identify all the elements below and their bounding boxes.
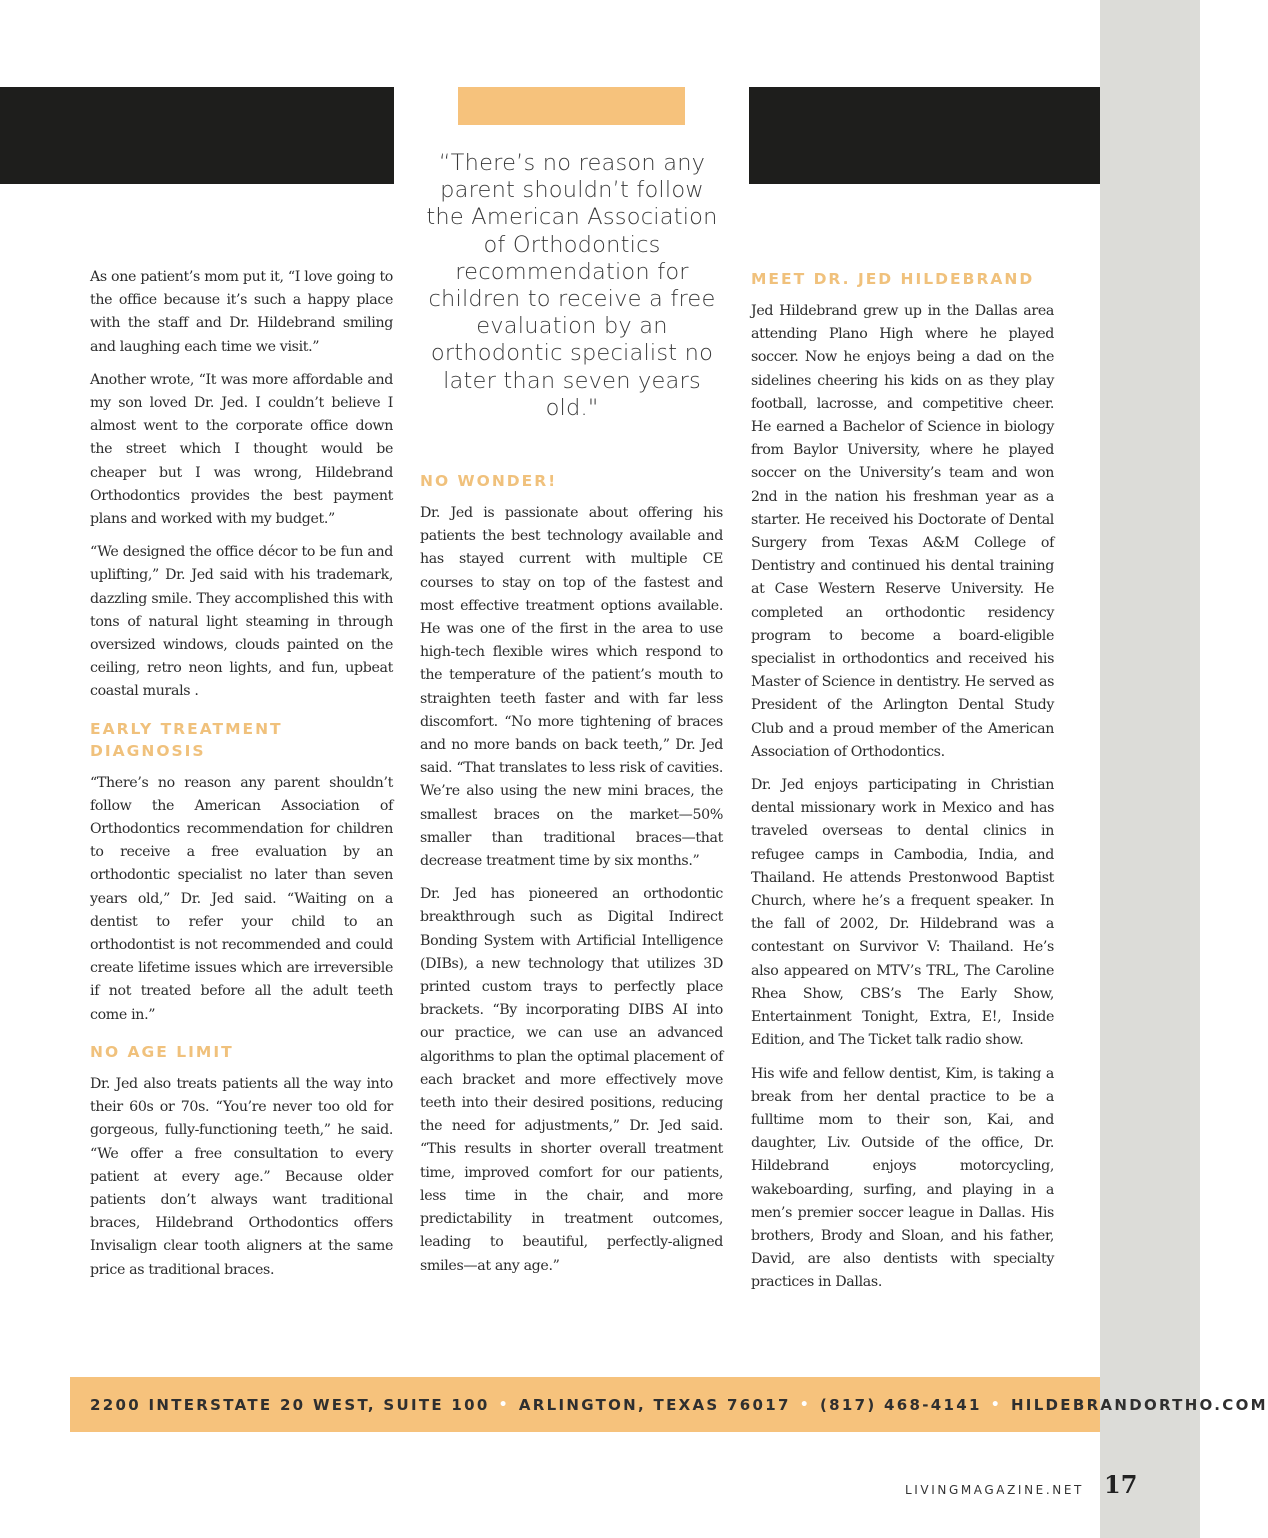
footer-phone: (817) 468-4141 [819,1395,982,1414]
bullet-separator: • [498,1396,510,1413]
footer-website[interactable]: HILDEBRANDORTHO.COM [1010,1395,1268,1414]
paragraph: Dr. Jed has pioneered an orthodontic breakthrough such as Digital Indirect Bonding System with Artificial Intelligence (DIBs), a new technology that utilizes 3D printed custom trays to perfectly place brackets. “By incorporating DIBS AI into our practice, we can use an advanced algorithms to plan the optimal placement of each bracket and more effectively move teeth into their desired positions, reducing the need for adjustments,” Dr. Jed said. “This results in shorter overall treatment time, improved comfort for our patients, less time in the chair, and more predictability in treatment outcomes, leading to beautiful, perfectly-aligned smiles—at any age.” [420,886,723,1274]
pull-quote: “There’s no reason any parent shouldn’t follow the American Association of Orthodontics recommendation for children to receive a free evaluation by an orthodontic specialist no later than seven years old." [426,150,718,421]
side-strip [1100,0,1200,1538]
bullet-separator: • [990,1396,1002,1413]
orange-header-bar [458,87,685,125]
footer-city: ARLINGTON, TEXAS 76017 [518,1395,791,1414]
paragraph: Dr. Jed is passionate about offering his patients the best technology available and has stayed current with multiple CE courses to stay on top of the fastest and most effective treatment options available. He was one of the first in the area to use high-tech flexible wires which respond to the temperature of the patient’s mouth to straighten teeth faster and with far less discomfort. “No more tightening of braces and no more bands on back teeth,” Dr. Jed said. “That translates to less risk of cavities. We’re also using the new mini braces, the smallest braces on the market—50% smaller than traditional braces—that decrease treatment time by six months.” [420,505,723,870]
magazine-website[interactable]: LIVINGMAGAZINE.NET [905,1483,1084,1497]
black-header-bar-left [0,87,394,184]
article-column-2 [420,470,723,1288]
contact-footer-bar [70,1377,1268,1432]
article-column-1 [90,266,393,1292]
paragraph: “We designed the office décor to be fun and uplifting,” Dr. Jed said with his trademark, dazzling smile. They accomplished this with tons of natural light steaming in through oversized windows, clouds painted on the ceiling, retro neon lights, and fun, upbeat coastal murals . [90,544,393,700]
section-heading-meet-dr-jed: MEET DR. JED HILDEBRAND [751,270,1035,288]
section-heading-no-wonder: NO WONDER! [420,472,558,490]
black-header-bar-right [749,87,1100,184]
paragraph: Dr. Jed enjoys participating in Christian dental missionary work in Mexico and has traveled overseas to dental clinics in refugee camps in Cambodia, India, and Thailand. He attends Prestonwood Baptist Church, where he’s a frequent speaker. In the fall of 2002, Dr. Hildebrand was a contestant on Survivor V: Thailand. He’s also appeared on MTV’s TRL, The Caroline Rhea Show, CBS’s The Early Show, Entertainment Tonight, Extra, E!, Inside Edition, and The Ticket talk radio show. [751,777,1054,1049]
paragraph: Dr. Jed also treats patients all the way into their 60s or 70s. “You’re never too old for gorgeous, fully-functioning teeth,” he said. “We offer a free consultation to every patient at every age.” Because older patients don’t always want traditional braces, Hildebrand Orthodontics offers Invisalign clear tooth aligners at the same price as traditional braces. [90,1075,393,1278]
footer-address: 2200 INTERSTATE 20 WEST, SUITE 100 [90,1395,490,1414]
paragraph: “There’s no reason any parent shouldn’t follow the American Association of Orthodontics recommendation for children to receive a free evaluation by an orthodontic specialist no later than seven years old,” Dr. Jed said. “Waiting on a dentist to refer your child to an orthodontist is not recommended and could create lifetime issues which are irreversible if not treated before all the adult teeth come in.” [90,774,393,1023]
article-column-3 [751,268,1054,1305]
paragraph: Another wrote, “It was more affordable and my son loved Dr. Jed. I couldn’t believe I almost went to the corporate office down the street which I thought would be cheaper but I was wrong, Hildebrand Orthodontics provides the best payment plans and worked with my budget.” [90,371,393,528]
paragraph: Jed Hildebrand grew up in the Dallas area attending Plano High where he played soccer. Now he enjoys being a dad on the sidelines cheering his kids on as they play football, lacrosse, and competitive cheer. He earned a Bachelor of Science in biology from Baylor University, where he played soccer on the University’s team and won 2nd in the nation his freshman year as a starter. He received his Doctorate of Dental Surgery from Texas A&M College of Dentistry and continued his dental training at Case Western Reserve University. He completed an orthodontic residency program to become a board-eligible specialist in orthodontics and received his Master of Science in dentistry. He served as President of the Arlington Dental Study Club and a proud member of the American Association of Orthodontics. [751,303,1054,760]
paragraph: As one patient’s mom put it, “I love going to the office because it’s such a happy place with the staff and Dr. Hildebrand smiling and laughing each time we visit.” [90,269,393,355]
paragraph: His wife and fellow dentist, Kim, is taking a break from her dental practice to be a fulltime mom to their son, Kai, and daughter, Liv. Outside of the office, Dr. Hildebrand enjoys motorcycling, wakeboarding, surfing, and playing in a men’s premier soccer league in Dallas. His brothers, Brody and Sloan, and his father, David, are also dentists with specialty practices in Dallas. [751,1065,1054,1291]
page-number: 17 [1104,1470,1138,1499]
section-heading-early-treatment: EARLY TREATMENT DIAGNOSIS [90,719,283,760]
section-heading-no-age-limit: NO AGE LIMIT [90,1042,234,1061]
bullet-separator: • [799,1396,811,1413]
